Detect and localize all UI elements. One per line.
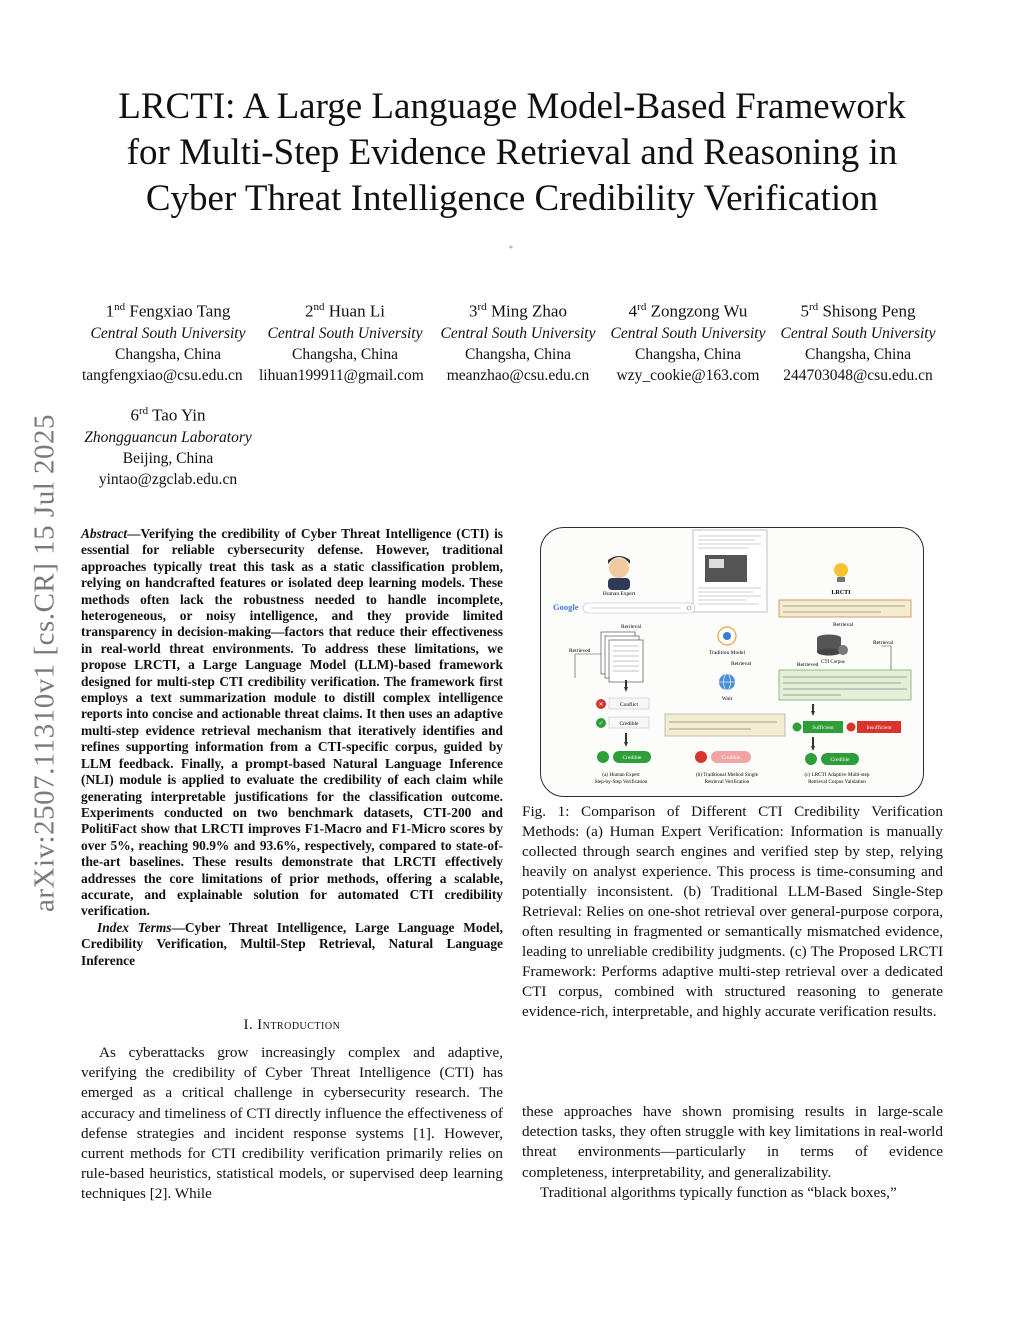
caption-c-2: Retrieval Corpus Validation	[808, 779, 866, 785]
author-email: 244703048@csu.edu.cn	[783, 366, 933, 384]
index-terms	[81, 920, 503, 969]
intro-paragraph-left: As cyberattacks grow increasingly complex and adaptive, verifying the credibility of Cyber Threat Intelligence (CTI) has emerged as a critical challenge in cybersecurity research. The accuracy and timeliness of CTI directly influence the effectiveness of defense strategies and incident response systems [1]. However, current methods for CTI credibility verification primarily relies on rule-based heuristics, statistical models, or supervised deep learning techniques [2]. While	[81, 1044, 503, 1203]
label-cti-corpus: CTI Corpus	[821, 660, 845, 665]
arxiv-identifier	[22, 378, 68, 948]
figure-caption: Fig. 1: Comparison of Different CTI Credibility Verification Methods: (a) Human Expert Verification: Information is manually collected through search engines and verified step by step, relying heavily on analyst experience. This process is time-consuming and potentially inconsistent. (b) Traditional LLM-Based Single-Step Retrieval: Relies on one-shot retrieval over general-purpose corpora, often resulting in fragmented or semantically mismatched evidence, leading to unreliable credibility judgments. (c) The Proposed LRCTI Framework: Performs adaptive multi-step retrieval over a dedicated CTI corpus, combined with structured reasoning to generate evidence-rich, interpretable, and highly accurate verification results.	[522, 803, 943, 1020]
label-credible-a: Credible	[619, 721, 639, 727]
author-affiliation: Central South University	[780, 324, 936, 342]
abstract	[81, 526, 503, 920]
human-expert-icon	[609, 558, 629, 578]
label-tradition-model: Tradition Model	[708, 650, 746, 656]
author-name: 5rd Shisong Peng	[800, 301, 916, 321]
label-retrieval-a: Retrieval	[621, 624, 642, 630]
abstract-text: —Verifying the credibility of Cyber Threat Intelligence (CTI) is essential for reliable cybersecurity defense. However, traditional approaches typically treat this task as a static classification problem, relying on handcrafted features or isolated deep learning models. These methods often lack the robustness needed to handle incomplete, heterogeneous, or noisy intelligence, and they provide limited transparency in decision-making—factors that reduce their effectiveness in real-world threat environments. To address these limitations, we propose LRCTI, a Large Language Model (LLM)-based framework designed for multi-step CTI credibility verification. The framework first employs a text summarization module to distill complex intelligence reports into concise and actionable threat claims. It then uses an adaptive multi-step evidence retrieval mechanism that iteratively identifies and refines supporting information from a CTI-specific corpus, guided by LLM feedback. Finally, a prompt-based Natural Language Inference (NLI) module is applied to evaluate the credibility of each claim while generating interpretable justifications for the classification outcome. Experiments conducted on two benchmark datasets, CTI-200 and PolitiFact show that LRCTI improves F1-Macro and F1-Micro scores by over 5%, reaching 90.9% and 93.6%, respectively, compared to state-of-the-art baselines. These results demonstrate that LRCTI effectively addresses the core limitations of prior methods, offering a scalable, accurate, and explainable solution for automated CTI credibility verification.	[81, 526, 503, 919]
abstract-block	[81, 526, 503, 969]
title-line-2: for Multi-Step Evidence Retrieval and Reasoning in	[126, 132, 898, 173]
author-block	[602, 296, 774, 386]
author-name: 2nd Huan Li	[305, 301, 385, 321]
arxiv-id-text: arXiv:2507.11310v1 [cs.CR] 15 Jul 2025	[28, 413, 61, 913]
index-terms-text: —Cyber Threat Intelligence, Large Language Model, Credibility Verification, Multil-Step Retrieval, Natural Language Inference	[81, 919, 503, 968]
label-human-expert: Human Expert	[602, 591, 636, 597]
title-footnote-mark: *	[509, 244, 513, 253]
label-conflict: Conflict	[619, 702, 639, 708]
label-retrieval-c2: Retrieval	[873, 640, 894, 646]
label-sufficient: Sufficient	[812, 725, 834, 731]
paper-title	[60, 84, 964, 222]
result-credible-c: Credible	[830, 757, 850, 763]
abstract-label: Abstract	[81, 526, 128, 541]
result-credible-a: Credible	[622, 755, 642, 761]
label-retrieved-a: Retrieved	[569, 648, 591, 654]
sufficient-icon	[793, 723, 802, 732]
caption-c-1: (c) LRCTI Adaptive Multi-step	[804, 772, 870, 778]
svg-text:✕: ✕	[598, 702, 604, 708]
author-block	[82, 296, 254, 386]
author-affiliation: Central South University	[610, 324, 766, 342]
author-city: Changsha, China	[805, 345, 911, 363]
figure-diagram	[541, 528, 923, 796]
figure-1	[540, 527, 924, 797]
cti-corpus-icon	[817, 635, 848, 656]
author-affiliation: Zhongguancun Laboratory	[84, 428, 252, 446]
result-credible-b: Credible	[721, 755, 741, 761]
google-logo: Google	[553, 602, 579, 612]
author-block	[772, 296, 944, 386]
author-block	[432, 296, 604, 386]
label-lrcti: LRCTI	[831, 590, 851, 596]
label-insufficient: Insufficient	[866, 725, 892, 731]
lightbulb-icon	[834, 563, 848, 577]
title-line-1: LRCTI: A Large Language Model-Based Framework	[118, 86, 906, 127]
author-name: 6rd Tao Yin	[130, 405, 206, 425]
title-line-3: Cyber Threat Intelligence Credibility Verification	[145, 178, 879, 219]
claim-box	[779, 600, 911, 617]
caption-b-2: Retrieval Verification	[704, 779, 750, 785]
retrieved-evidence-box	[665, 714, 785, 736]
section-heading: I. Introduction	[243, 1017, 341, 1033]
caption-a-1: (a) Human Expert	[602, 772, 640, 778]
caption-b-1: (b) Traditional Method Single	[695, 772, 759, 778]
caption-a-2: Step-by-Step Verification	[594, 779, 648, 785]
label-retrieved-c: Retrieved	[797, 662, 819, 668]
smile-icon-c	[805, 753, 817, 765]
author-affiliation: Central South University	[440, 324, 596, 342]
author-city: Beijing, China	[122, 449, 214, 467]
author-name: 1nd Fengxiao Tang	[105, 301, 231, 321]
intro-paragraph-right-2: Traditional algorithms typically function as “black boxes,”	[540, 1184, 897, 1201]
author-affiliation: Central South University	[90, 324, 246, 342]
author-city: Changsha, China	[465, 345, 571, 363]
evidence-box	[779, 670, 911, 700]
sad-icon	[695, 751, 707, 763]
author-name: 3rd Ming Zhao	[469, 301, 567, 321]
author-block	[82, 400, 254, 490]
label-wait: Wait	[721, 696, 733, 702]
author-affiliation: Central South University	[267, 324, 423, 342]
insufficient-icon	[847, 723, 856, 732]
author-email: yintao@zgclab.edu.cn	[98, 470, 238, 488]
author-email: lihuan199911@gmail.com	[259, 366, 424, 384]
label-retrieval-c: Retrieval	[833, 622, 854, 628]
author-city: Changsha, China	[635, 345, 741, 363]
smile-icon	[597, 751, 609, 763]
author-city: Changsha, China	[115, 345, 221, 363]
author-city: Changsha, China	[292, 345, 398, 363]
author-email: wzy_cookie@163.com	[616, 366, 760, 384]
author-email: tangfengxiao@csu.edu.cn	[82, 366, 243, 384]
index-terms-label: Index Terms	[97, 919, 172, 935]
svg-text:✓: ✓	[598, 721, 604, 727]
author-name: 4rd Zongzong Wu	[628, 301, 748, 321]
author-block	[259, 296, 431, 386]
author-email: meanzhao@csu.edu.cn	[446, 366, 590, 384]
intro-paragraph-right-1: these approaches have shown promising results in large-scale detection tasks, they often struggle with key limitations in real-world threat environments—particularly in terms of evidence completeness, interpretability, and generalizability.	[522, 1103, 943, 1181]
retrieved-documents-icon	[601, 632, 643, 682]
label-retrieval-b: Retrieval	[731, 661, 752, 667]
